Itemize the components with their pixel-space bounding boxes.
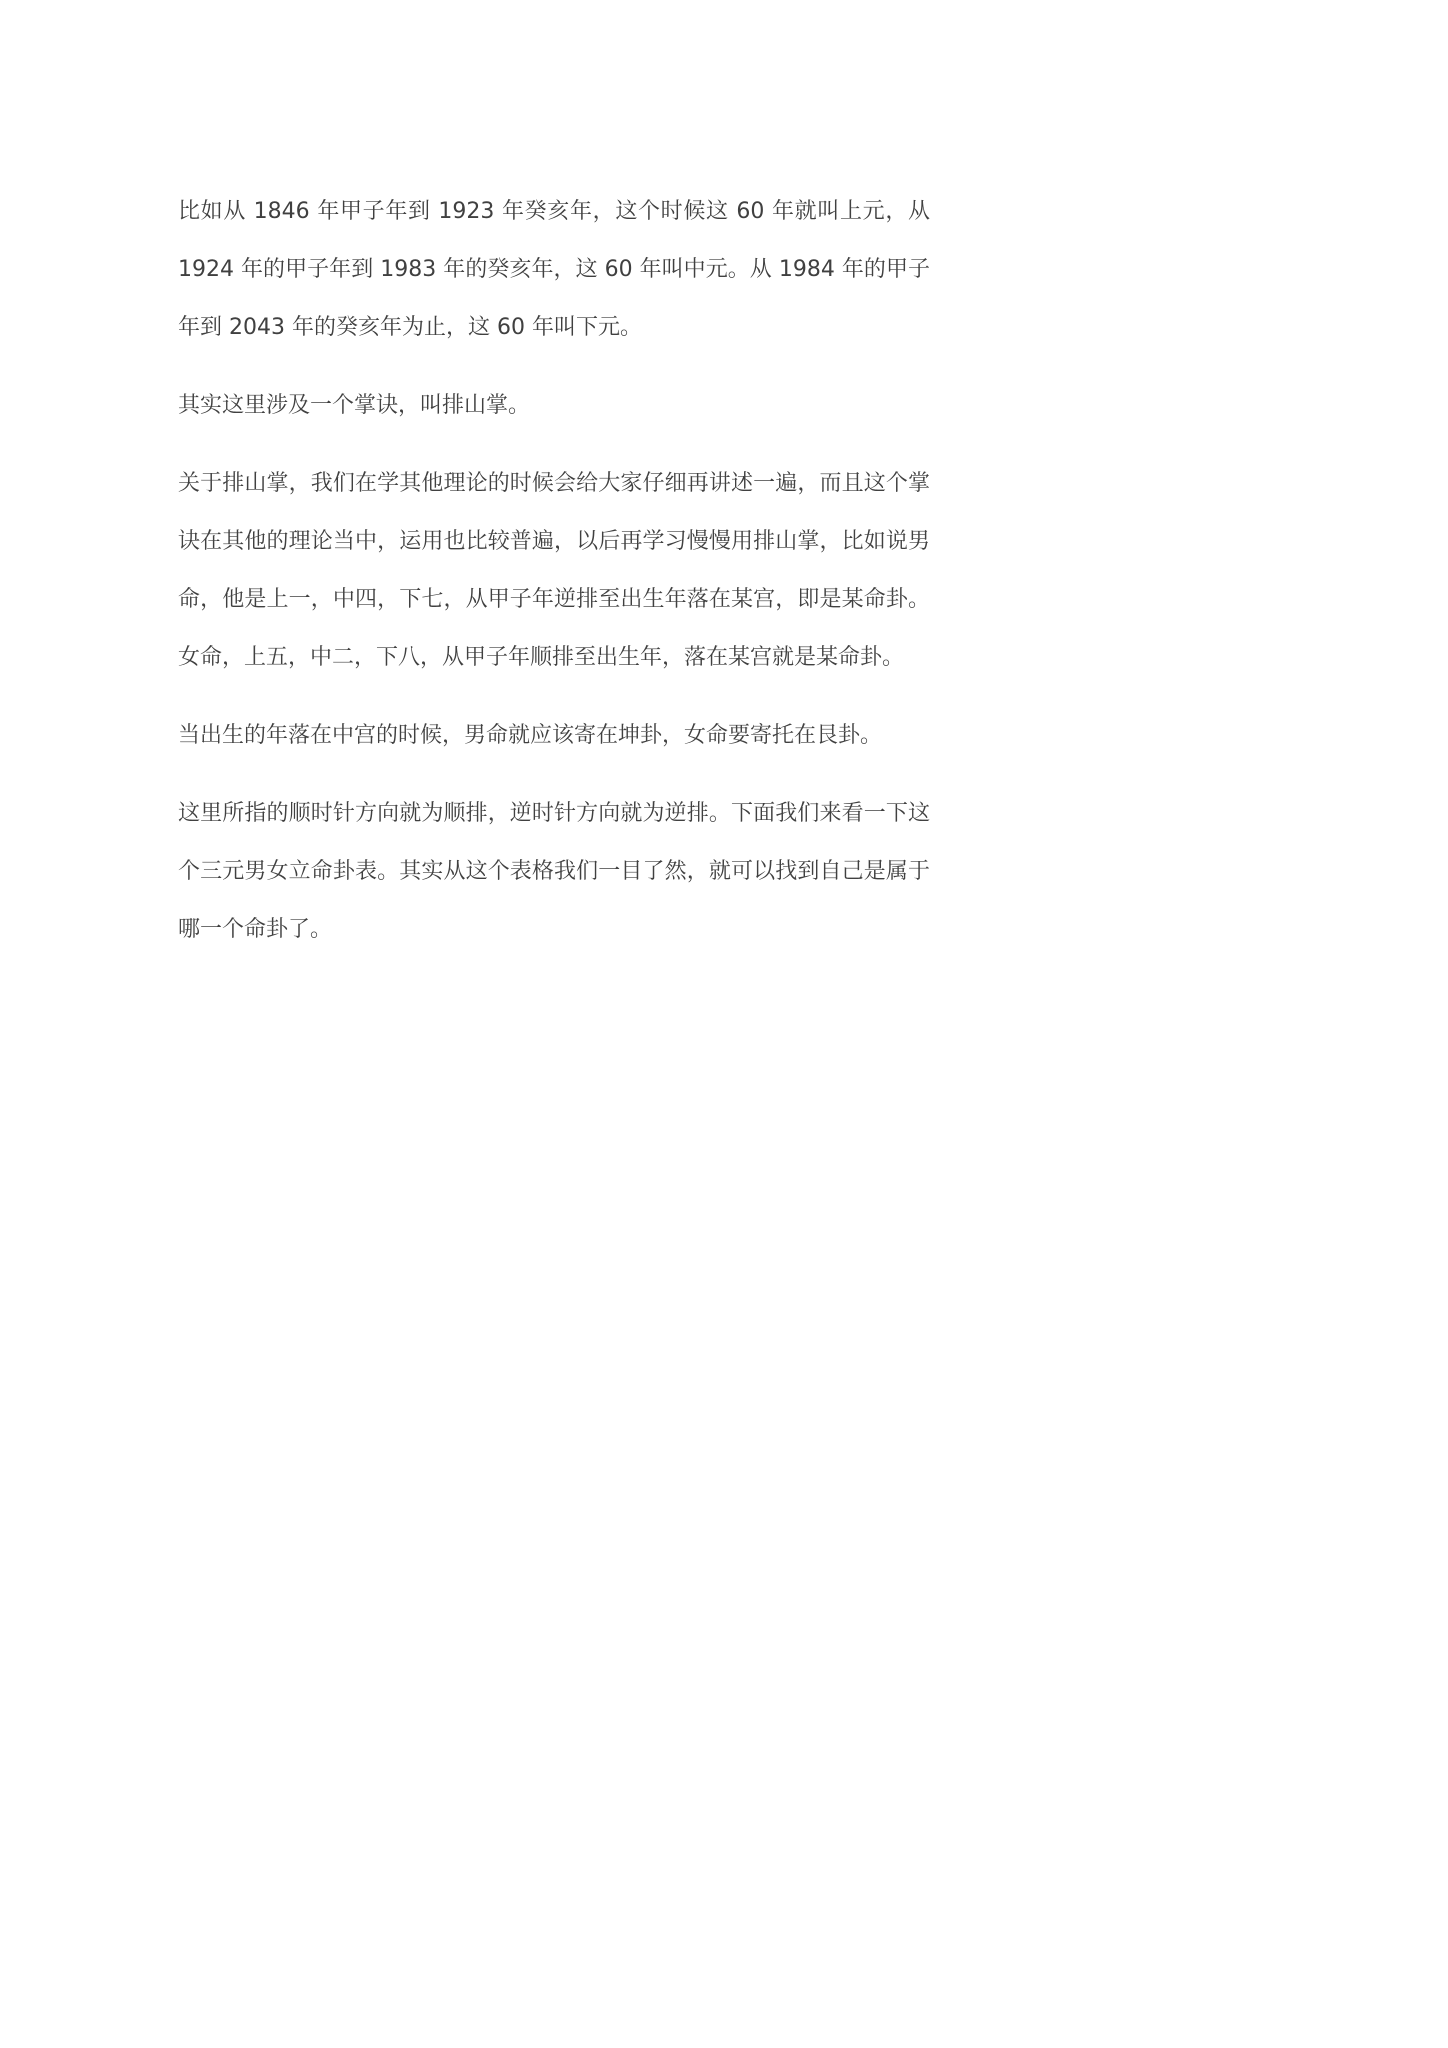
paragraph-central-palace-rule: 当出生的年落在中宫的时候，男命就应该寄在坤卦，女命要寄托在艮卦。 [178,723,883,748]
paragraph-paishan-palm-rules: 关于排山掌，我们在学其他理论的时候会给大家仔细再讲述一遍，而且这个掌诀在其他的理论当中，运用也比较普遍，以后再学习慢慢用排山掌，比如说男命，他是上一，中四，下七，从甲子年逆排至出生年落在某宫，即是某命卦。女命，上五，中二，下八，从甲子年顺排至出生年，落在某宫就是某命卦。 [178,471,930,670]
paragraph-direction-and-table: 这里所指的顺时针方向就为顺排，逆时针方向就为逆排。下面我们来看一下这个三元男女立命卦表。其实从这个表格我们一目了然，就可以找到自己是属于哪一个命卦了。 [178,801,930,942]
paragraph-three-yuan-periods: 比如从 1846 年甲子年到 1923 年癸亥年，这个时候这 60 年就叫上元，从 1924 年的甲子年到 1983 年的癸亥年，这 60 年叫中元。从 1984 年的甲子年到 2043 年的癸亥年为止，这 60 年叫下元。 [178,199,930,340]
paragraph-palm-formula: 其实这里涉及一个掌诀，叫排山掌。 [178,393,531,418]
document-body [178,183,930,959]
